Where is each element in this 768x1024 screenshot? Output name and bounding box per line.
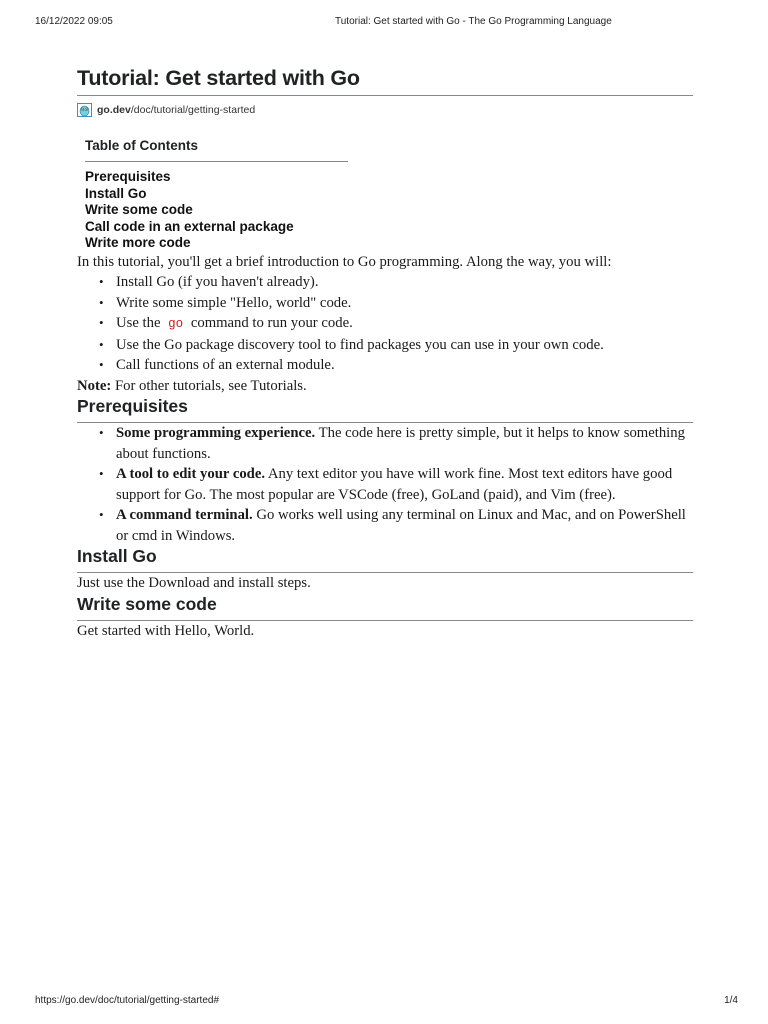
toc-item-install-go[interactable]: Install Go: [85, 185, 147, 201]
prerequisites-heading: Prerequisites: [77, 396, 693, 423]
install-go-heading: Install Go: [77, 546, 693, 573]
list-item: • Use the Go package discovery tool to find packages you can use in your own code.: [116, 335, 693, 356]
toc-item-prerequisites[interactable]: Prerequisites: [85, 169, 171, 184]
list-item: • Call functions of an external module.: [116, 355, 693, 376]
page-title: Tutorial: Get started with Go: [77, 66, 693, 96]
intro-paragraph: In this tutorial, you'll get a brief introduction to Go programming. Along the way, you will:: [77, 253, 612, 270]
print-doc-title: Tutorial: Get started with Go - The Go Programming Language: [335, 16, 612, 27]
toc-item-write-more-code[interactable]: Write more code: [85, 235, 191, 251]
print-datetime: 16/12/2022 09:05: [35, 16, 113, 27]
list-item: [116, 505, 693, 546]
prereq-bold: Some programming experience.: [116, 425, 316, 442]
write-some-code-heading: Write some code: [77, 594, 693, 621]
go-command-code: go: [168, 317, 184, 332]
print-footer: [35, 995, 738, 1009]
toc-list: [85, 169, 356, 252]
list-item: [116, 313, 693, 335]
list-item: [116, 464, 693, 505]
prereq-text: Any text editor you have will work fine. Most text editors have good support for Go. The most popular are VSCode (free), GoLand (paid), and Vim (free).: [116, 466, 673, 503]
step-text-post: command to run your code.: [190, 315, 353, 332]
step-text-pre: Use the: [116, 315, 161, 332]
note-paragraph: [77, 376, 693, 397]
list-item: [116, 423, 693, 464]
prereq-bold: A tool to edit your code.: [116, 466, 266, 483]
page-number: 1/4: [724, 995, 738, 1006]
list-item: • Install Go (if you haven't already).: [116, 272, 693, 293]
prereq-text: Go works well using any terminal on Linux and Mac, and on PowerShell or cmd in Windows.: [116, 507, 686, 544]
note-text: For other tutorials, see Tutorials.: [114, 377, 307, 394]
toc-item-call-external-package[interactable]: Call code in an external package: [85, 218, 294, 234]
tutorial-steps-list: [77, 272, 693, 376]
print-url: https://go.dev/doc/tutorial/getting-started#: [35, 995, 219, 1006]
source-domain: go.dev: [97, 104, 131, 116]
prereq-text: The code here is pretty simple, but it helps to know something about functions.: [116, 425, 685, 462]
print-header: [35, 16, 738, 30]
toc-heading: Table of Contents: [85, 138, 348, 162]
gopher-icon: [77, 103, 92, 117]
prereq-bold: A command terminal.: [116, 507, 253, 524]
document-page: [77, 66, 693, 641]
prerequisites-list: [77, 423, 693, 546]
table-of-contents: [77, 138, 356, 252]
toc-item-write-some-code[interactable]: Write some code: [85, 202, 193, 218]
list-item: • Write some simple "Hello, world" code.: [116, 293, 693, 314]
write-some-code-paragraph: Get started with Hello, World.: [77, 622, 255, 639]
note-label: Note:: [77, 377, 112, 394]
source-link[interactable]: [77, 102, 693, 118]
install-go-paragraph: Just use the Download and install steps.: [77, 575, 311, 592]
source-path: /doc/tutorial/getting-started: [130, 104, 256, 116]
